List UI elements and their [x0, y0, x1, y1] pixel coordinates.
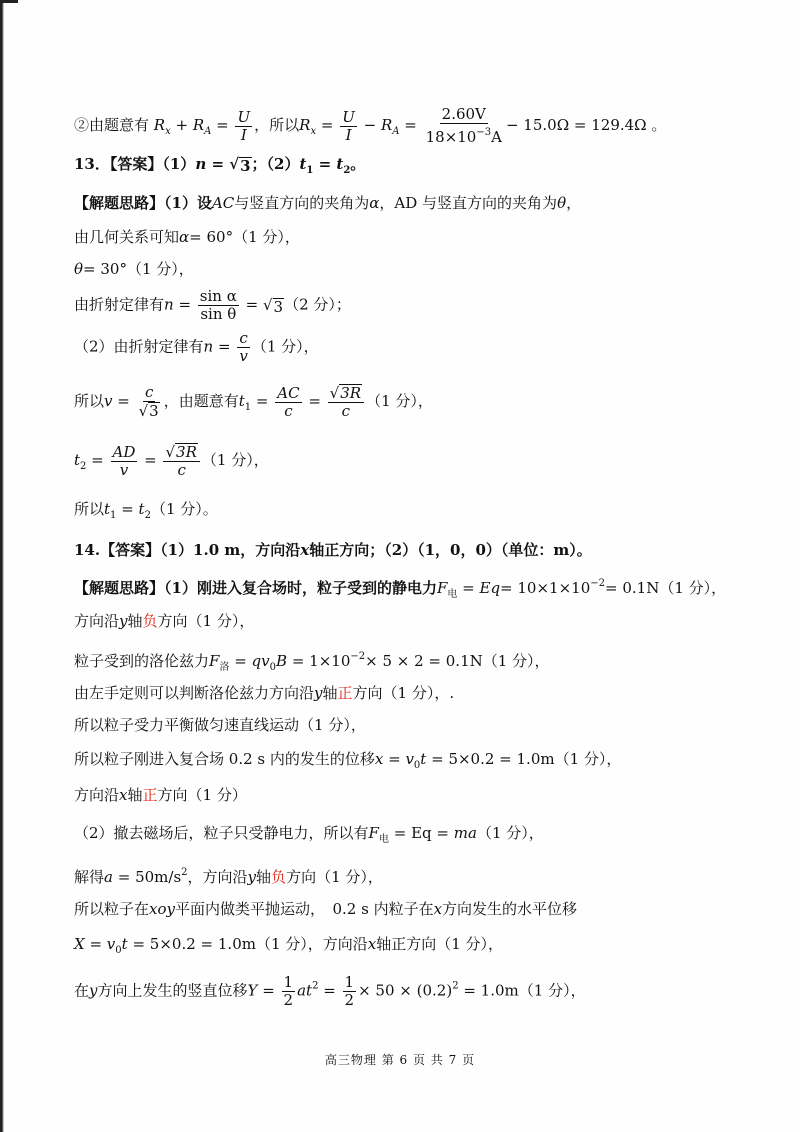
text: （1 分）， [476, 824, 544, 842]
text: （1 分）， [366, 392, 433, 410]
symbol: A [392, 126, 400, 137]
sqrt: √ 3 [262, 295, 284, 316]
fraction: √ 3R c [163, 443, 199, 479]
solution-13-t1 [74, 384, 433, 420]
text: = 5×0.2 = 1.0m（1 分），方向沿 [132, 935, 368, 953]
symbol: + [170, 116, 193, 134]
symbol: B [276, 652, 288, 670]
fraction [198, 288, 239, 323]
symbol: a [104, 868, 113, 886]
symbol: R [153, 116, 166, 134]
text: 方向（1 分）， [286, 868, 383, 886]
symbol: = [84, 935, 107, 953]
symbol: x [374, 750, 384, 768]
symbol: = [383, 750, 406, 768]
text: 由折射定律有 [74, 295, 165, 314]
solution-14-part2 [74, 822, 544, 851]
symbol: t [104, 500, 111, 518]
symbol: t [238, 392, 245, 410]
text: ， [566, 194, 582, 212]
sqrt: √ 3 [229, 155, 251, 175]
symbol: θ [74, 260, 84, 278]
symbol: c [177, 461, 186, 479]
symbol: 3 [240, 157, 251, 175]
solution-14-direction-y-neg [74, 610, 254, 632]
symbol: sin θ [200, 305, 237, 323]
solution-13-part2 [74, 330, 319, 365]
text: −2 [350, 651, 366, 662]
text: ，所以 [254, 116, 300, 134]
scan-edge [0, 0, 4, 1132]
symbol: = [86, 451, 109, 469]
symbol: y [314, 684, 323, 702]
symbol: x [367, 935, 377, 953]
symbol: α [179, 228, 190, 246]
symbol: 1 [110, 510, 117, 521]
symbol: α [369, 194, 380, 212]
fraction: c √ 3 [138, 383, 159, 420]
scan-edge-top [0, 0, 18, 3]
answer-13-heading [74, 153, 365, 182]
text: ，由题意有 [163, 392, 239, 410]
solution-14-vertical-displacement [74, 974, 586, 1009]
text: 平面内做类平抛运动， 0.2 s 内粒子在 [174, 900, 434, 918]
symbol: a [468, 824, 477, 842]
symbol: t [420, 750, 427, 768]
symbol: = [257, 981, 280, 1000]
symbol: c [239, 329, 248, 347]
text: ，方向沿 [187, 868, 248, 886]
symbol: R [192, 116, 205, 134]
symbol: 2 [80, 461, 87, 472]
solution-13-t2 [74, 443, 269, 479]
symbol: x [310, 126, 317, 137]
symbol: 1 [244, 402, 252, 413]
symbol: n [195, 155, 207, 173]
symbol: F [368, 824, 379, 842]
solution-14-electric-force [74, 573, 726, 606]
text: ②由题意有 [74, 116, 150, 134]
symbol: v [405, 750, 414, 768]
text: 所以粒子受力平衡做匀速直线运动（1 分）， [74, 716, 366, 734]
page-footer: 高三物理 第 6 页 共 7 页 [324, 1053, 476, 1067]
symbol: 2 [344, 991, 355, 1009]
text: = 50m/s [117, 868, 182, 886]
solution-13-theta [74, 258, 194, 280]
fraction [340, 109, 357, 144]
solution-14-displacement [74, 748, 621, 777]
symbol: t [138, 500, 145, 518]
symbol: 0 [413, 760, 421, 771]
solution-13-conclusion [74, 498, 218, 527]
text: 轴 [322, 684, 338, 702]
symbol: = [399, 116, 422, 134]
text: 解得 [74, 868, 105, 886]
fraction: √ 3R c [328, 384, 364, 420]
text: 方向（1 分）， [157, 612, 255, 630]
symbol: 1 [344, 973, 355, 991]
symbol: x [119, 786, 128, 804]
symbol: 0 [269, 662, 277, 673]
symbol: E [479, 579, 491, 597]
text: 方向上发生的竖直位移 [97, 981, 248, 1000]
solution-14-direction-x-pos [74, 784, 247, 806]
symbol: v [261, 652, 270, 670]
symbol: = [112, 392, 135, 410]
text: （1 分）， [251, 337, 319, 356]
symbol: I [240, 125, 247, 144]
symbol: U [342, 107, 355, 126]
symbol: v [106, 935, 116, 953]
text: 。 [350, 155, 366, 173]
symbol: y [247, 868, 257, 886]
text: 方向沿 [74, 612, 120, 630]
symbol: θ [557, 194, 567, 212]
symbol: t [74, 451, 81, 469]
answer-14-heading [74, 539, 592, 561]
text: 【解题思路】（1）刚进入复合场时，粒子受到的静电力 [74, 579, 437, 597]
symbol: F [209, 652, 220, 670]
text: = 1×10 [291, 652, 351, 670]
symbol: = [116, 500, 139, 518]
solution-14-left-hand-rule [74, 682, 454, 704]
text: （1 分）， [201, 451, 269, 469]
fraction [111, 444, 138, 479]
symbol: q [490, 579, 501, 597]
text: 方向（1 分），. [352, 684, 455, 702]
text: −3 [476, 127, 492, 138]
text: = 0.1N（1 分）， [605, 579, 727, 597]
symbol: = [213, 337, 236, 356]
symbol: = [316, 116, 339, 134]
symbol: 2 [452, 980, 459, 992]
text: 【解题思路】（1）设 [74, 194, 212, 212]
symbol: 2 [312, 980, 319, 992]
fraction [282, 974, 296, 1009]
symbol: 2 [283, 991, 294, 1009]
symbol: q [251, 652, 262, 670]
symbol: m [453, 824, 468, 842]
text: × 50 × (0.2) [358, 981, 453, 1000]
symbol: = [206, 155, 230, 173]
symbol: R [380, 116, 393, 134]
symbol: U [237, 107, 251, 126]
solution-13-refraction [74, 288, 351, 323]
symbol: v [239, 347, 248, 365]
symbol: v [119, 460, 129, 479]
symbol: v [104, 392, 113, 410]
text: × 5 × 2 = 0.1N（1 分）， [365, 652, 550, 670]
symbol: F [436, 579, 448, 597]
text: 2.60V [441, 105, 486, 123]
text: 轴正方向（1 分）， [376, 935, 504, 953]
symbol: 2 [144, 510, 151, 521]
symbol: = Eq = [393, 824, 449, 842]
fraction [275, 385, 301, 420]
symbol: t [299, 155, 307, 173]
symbol: = [251, 392, 274, 410]
highlight-text: 负 [142, 612, 158, 630]
symbol: R [299, 116, 311, 134]
symbol: = [318, 981, 341, 1000]
symbol: c [144, 383, 154, 401]
text: 所以粒子刚进入复合场 0.2 s 内的发生的位移 [74, 750, 375, 768]
text: = 5×0.2 = 1.0m（1 分）， [431, 750, 622, 768]
symbol: 0 [115, 945, 122, 956]
symbol: 3R [340, 384, 362, 402]
solution-13-alpha [74, 226, 300, 248]
symbol: xoy [149, 900, 175, 918]
symbol: = [211, 116, 234, 134]
symbol: I [345, 125, 352, 144]
text: = 30°（1 分）， [83, 260, 194, 278]
text: 方向发生的水平位移 [442, 900, 578, 918]
text: 由左手定则可以判断洛伦兹力方向沿 [74, 684, 315, 702]
text: 轴正方向；（2）（1，0，0）（单位：m）。 [309, 541, 592, 559]
text: 轴 [127, 786, 143, 804]
solution-14-acceleration [74, 862, 383, 888]
solution-14-lorentz-force [74, 646, 550, 679]
answer-12-part2 [74, 106, 666, 146]
text: −2 [590, 578, 605, 589]
text: 与竖直方向的夹角为 [234, 194, 370, 212]
symbol: 电 [378, 834, 389, 845]
text: 所以粒子在 [74, 900, 150, 918]
symbol: c [284, 401, 293, 420]
symbol: Y [247, 981, 258, 1000]
highlight-text: 正 [337, 684, 353, 702]
solution-13-intro [74, 192, 581, 214]
text: 粒子受到的洛伦兹力 [74, 652, 210, 670]
symbol: a [297, 981, 307, 1000]
symbol: = [457, 579, 480, 597]
symbol: 3 [273, 297, 284, 316]
text: （2）撤去磁场后，粒子只受静电力，所以有 [74, 824, 369, 842]
solution-14-horizontal-displacement [74, 933, 503, 962]
symbol: 洛 [219, 662, 230, 673]
text: ；（2） [251, 155, 300, 173]
text: 轴 [127, 612, 143, 630]
solution-14-projectile [74, 898, 577, 920]
text: ，AD 与竖直方向的夹角为 [379, 194, 558, 212]
text: 所以 [74, 392, 105, 410]
symbol: AC [211, 194, 235, 212]
symbol: c [341, 402, 351, 420]
text: 14.【答案】（1）1.0 m，方向沿 [74, 541, 301, 559]
text: 在 [74, 981, 90, 1000]
text: （2 分）； [284, 295, 351, 314]
fraction [343, 974, 357, 1009]
text: 轴 [256, 868, 272, 886]
symbol: = [139, 451, 162, 469]
text: 13．【答案】（1） [74, 155, 196, 173]
symbol: = [313, 155, 337, 173]
symbol: = [303, 392, 326, 410]
symbol: − [358, 116, 381, 134]
symbol: 1 [283, 973, 294, 991]
fraction [237, 330, 249, 365]
fraction [235, 109, 252, 144]
symbol: y [89, 981, 98, 1000]
text: 方向（1 分） [157, 786, 247, 804]
symbol: 2 [343, 165, 351, 176]
text: 18×10 [425, 128, 477, 146]
symbol: t [336, 155, 344, 173]
symbol: 3 [149, 402, 159, 420]
text: A [491, 128, 502, 146]
text: = 60°（1 分）， [189, 228, 300, 246]
symbol: n [203, 337, 214, 356]
symbol: AC [277, 383, 300, 402]
text: 由几何关系可知 [74, 228, 180, 246]
symbol: = [173, 295, 196, 314]
symbol: t [306, 981, 313, 1000]
text: （2）由折射定律有 [74, 337, 204, 356]
symbol: A [204, 126, 212, 137]
symbol: x [300, 541, 310, 559]
symbol: 3R [176, 443, 197, 461]
symbol: 2 [181, 867, 188, 878]
symbol: y [119, 612, 128, 630]
highlight-text: 负 [271, 868, 287, 886]
text: （1 分）。 [150, 500, 218, 518]
symbol: AD [112, 442, 136, 461]
text: = 10×1×10 [500, 579, 591, 597]
symbol: x [165, 126, 171, 137]
symbol: 1 [306, 165, 314, 176]
text: 方向沿 [74, 786, 120, 804]
symbol: = [229, 652, 252, 670]
symbol: = [240, 295, 263, 314]
fraction [424, 106, 504, 146]
solution-14-equilibrium [74, 714, 366, 736]
text: 所以 [74, 500, 105, 518]
highlight-text: 正 [142, 786, 158, 804]
symbol: sin α [199, 287, 237, 305]
symbol: x [433, 900, 443, 918]
symbol: t [121, 935, 128, 953]
symbol: n [164, 295, 174, 314]
symbol: X [74, 935, 85, 953]
text: − 15.0Ω = 129.4Ω 。 [505, 116, 667, 134]
text: = 1.0m（1 分）， [463, 981, 586, 1000]
symbol: 电 [447, 589, 458, 600]
